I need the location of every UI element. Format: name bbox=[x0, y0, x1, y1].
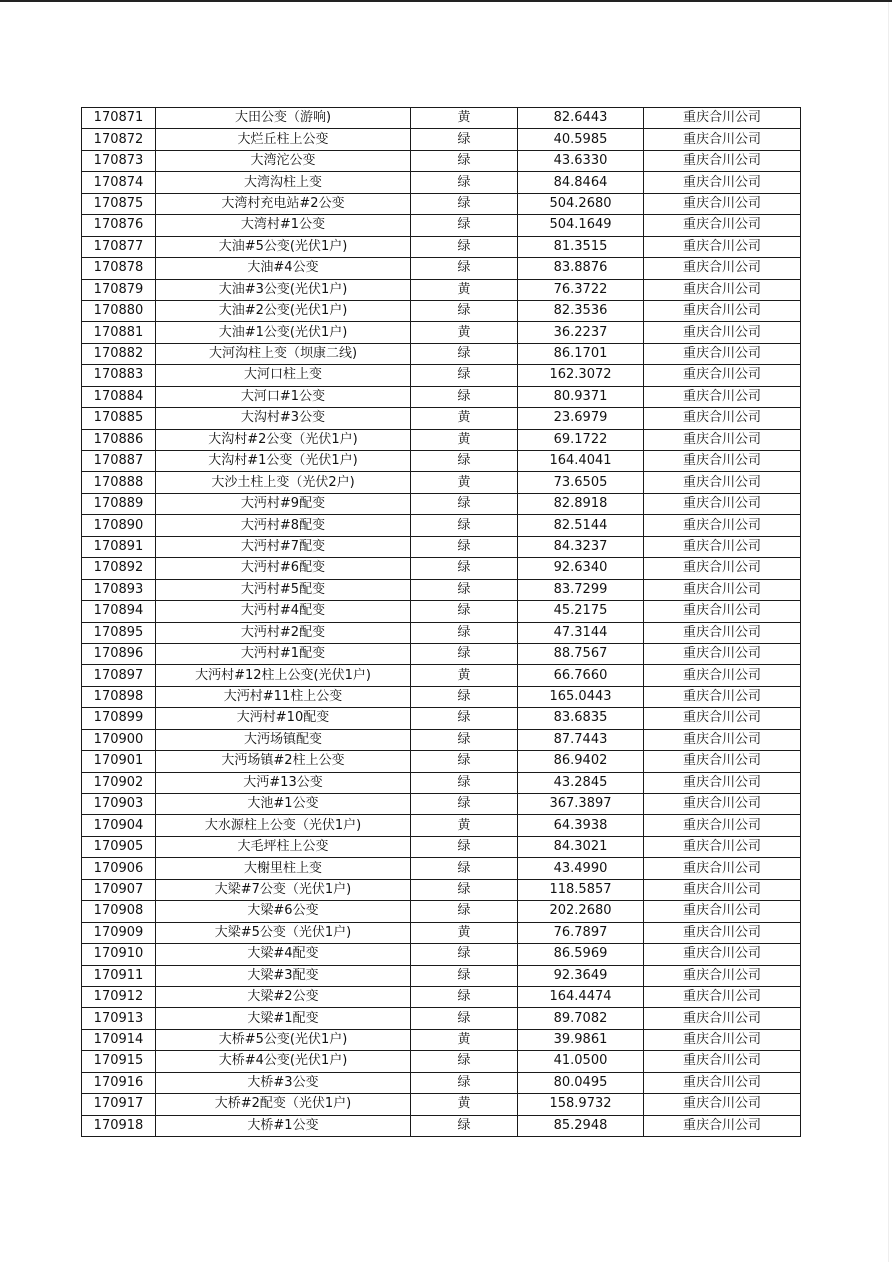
value-cell: 43.6330 bbox=[518, 150, 644, 171]
company-cell: 重庆合川公司 bbox=[644, 451, 801, 472]
row-id-cell: 170874 bbox=[82, 172, 156, 193]
table-row bbox=[82, 643, 801, 664]
table-row bbox=[82, 129, 801, 150]
value-cell: 162.3072 bbox=[518, 365, 644, 386]
transformer-name-cell: 大油#4公变 bbox=[156, 258, 411, 279]
status-cell: 绿 bbox=[411, 558, 518, 579]
company-cell: 重庆合川公司 bbox=[644, 772, 801, 793]
table-row bbox=[82, 601, 801, 622]
value-cell: 202.2680 bbox=[518, 901, 644, 922]
value-cell: 76.3722 bbox=[518, 279, 644, 300]
status-cell: 绿 bbox=[411, 451, 518, 472]
row-id-cell: 170878 bbox=[82, 258, 156, 279]
row-id-cell: 170910 bbox=[82, 944, 156, 965]
transformer-name-cell: 大榭里柱上变 bbox=[156, 858, 411, 879]
company-cell: 重庆合川公司 bbox=[644, 343, 801, 364]
transformer-name-cell: 大桥#5公变(光伏1户) bbox=[156, 1029, 411, 1050]
value-cell: 73.6505 bbox=[518, 472, 644, 493]
transformer-name-cell: 大湾沱公变 bbox=[156, 150, 411, 171]
table-row bbox=[82, 150, 801, 171]
value-cell: 118.5857 bbox=[518, 879, 644, 900]
company-cell: 重庆合川公司 bbox=[644, 858, 801, 879]
status-cell: 绿 bbox=[411, 729, 518, 750]
company-cell: 重庆合川公司 bbox=[644, 258, 801, 279]
value-cell: 86.1701 bbox=[518, 343, 644, 364]
status-cell: 绿 bbox=[411, 794, 518, 815]
value-cell: 92.6340 bbox=[518, 558, 644, 579]
status-cell: 绿 bbox=[411, 258, 518, 279]
status-cell: 绿 bbox=[411, 686, 518, 707]
status-cell: 绿 bbox=[411, 944, 518, 965]
value-cell: 84.3237 bbox=[518, 536, 644, 557]
status-cell: 绿 bbox=[411, 515, 518, 536]
value-cell: 45.2175 bbox=[518, 601, 644, 622]
status-cell: 绿 bbox=[411, 215, 518, 236]
transformer-name-cell: 大毛坪柱上公变 bbox=[156, 836, 411, 857]
transformer-name-cell: 大沙土柱上变（光伏2户) bbox=[156, 472, 411, 493]
value-cell: 80.9371 bbox=[518, 386, 644, 407]
table-row bbox=[82, 815, 801, 836]
transformer-name-cell: 大湾沟柱上变 bbox=[156, 172, 411, 193]
company-cell: 重庆合川公司 bbox=[644, 172, 801, 193]
value-cell: 164.4474 bbox=[518, 986, 644, 1007]
value-cell: 40.5985 bbox=[518, 129, 644, 150]
value-cell: 92.3649 bbox=[518, 965, 644, 986]
row-id-cell: 170875 bbox=[82, 193, 156, 214]
transformer-name-cell: 大沔村#10配变 bbox=[156, 708, 411, 729]
company-cell: 重庆合川公司 bbox=[644, 922, 801, 943]
status-cell: 绿 bbox=[411, 1115, 518, 1136]
value-cell: 164.4041 bbox=[518, 451, 644, 472]
status-cell: 绿 bbox=[411, 1072, 518, 1093]
table-row bbox=[82, 665, 801, 686]
value-cell: 82.8918 bbox=[518, 493, 644, 514]
status-cell: 黄 bbox=[411, 108, 518, 129]
value-cell: 64.3938 bbox=[518, 815, 644, 836]
status-cell: 绿 bbox=[411, 172, 518, 193]
transformer-name-cell: 大油#2公变(光伏1户) bbox=[156, 300, 411, 321]
company-cell: 重庆合川公司 bbox=[644, 622, 801, 643]
company-cell: 重庆合川公司 bbox=[644, 601, 801, 622]
transformer-name-cell: 大沔村#1配变 bbox=[156, 643, 411, 664]
table-row bbox=[82, 579, 801, 600]
company-cell: 重庆合川公司 bbox=[644, 408, 801, 429]
status-cell: 绿 bbox=[411, 365, 518, 386]
row-id-cell: 170913 bbox=[82, 1008, 156, 1029]
transformer-name-cell: 大沔村#12柱上公变(光伏1户) bbox=[156, 665, 411, 686]
table-row bbox=[82, 944, 801, 965]
row-id-cell: 170908 bbox=[82, 901, 156, 922]
table-row bbox=[82, 215, 801, 236]
row-id-cell: 170916 bbox=[82, 1072, 156, 1093]
status-cell: 黄 bbox=[411, 408, 518, 429]
company-cell: 重庆合川公司 bbox=[644, 279, 801, 300]
company-cell: 重庆合川公司 bbox=[644, 708, 801, 729]
value-cell: 88.7567 bbox=[518, 643, 644, 664]
company-cell: 重庆合川公司 bbox=[644, 150, 801, 171]
value-cell: 39.9861 bbox=[518, 1029, 644, 1050]
transformer-name-cell: 大沔场镇#2柱上公变 bbox=[156, 751, 411, 772]
company-cell: 重庆合川公司 bbox=[644, 493, 801, 514]
status-cell: 黄 bbox=[411, 429, 518, 450]
company-cell: 重庆合川公司 bbox=[644, 751, 801, 772]
status-cell: 绿 bbox=[411, 901, 518, 922]
row-id-cell: 170890 bbox=[82, 515, 156, 536]
row-id-cell: 170900 bbox=[82, 729, 156, 750]
company-cell: 重庆合川公司 bbox=[644, 879, 801, 900]
transformer-name-cell: 大沔村#4配变 bbox=[156, 601, 411, 622]
value-cell: 86.9402 bbox=[518, 751, 644, 772]
status-cell: 绿 bbox=[411, 300, 518, 321]
table-row bbox=[82, 236, 801, 257]
transformer-name-cell: 大梁#6公变 bbox=[156, 901, 411, 922]
table-row bbox=[82, 536, 801, 557]
transformer-name-cell: 大湾村充电站#2公变 bbox=[156, 193, 411, 214]
value-cell: 43.4990 bbox=[518, 858, 644, 879]
row-id-cell: 170882 bbox=[82, 343, 156, 364]
company-cell: 重庆合川公司 bbox=[644, 815, 801, 836]
table-row bbox=[82, 836, 801, 857]
row-id-cell: 170887 bbox=[82, 451, 156, 472]
company-cell: 重庆合川公司 bbox=[644, 1072, 801, 1093]
value-cell: 504.1649 bbox=[518, 215, 644, 236]
company-cell: 重庆合川公司 bbox=[644, 386, 801, 407]
row-id-cell: 170897 bbox=[82, 665, 156, 686]
row-id-cell: 170896 bbox=[82, 643, 156, 664]
status-cell: 绿 bbox=[411, 858, 518, 879]
status-cell: 绿 bbox=[411, 150, 518, 171]
value-cell: 82.3536 bbox=[518, 300, 644, 321]
company-cell: 重庆合川公司 bbox=[644, 944, 801, 965]
status-cell: 黄 bbox=[411, 815, 518, 836]
table-row bbox=[82, 922, 801, 943]
table-row bbox=[82, 901, 801, 922]
value-cell: 66.7660 bbox=[518, 665, 644, 686]
status-cell: 绿 bbox=[411, 343, 518, 364]
value-cell: 23.6979 bbox=[518, 408, 644, 429]
row-id-cell: 170889 bbox=[82, 493, 156, 514]
status-cell: 绿 bbox=[411, 708, 518, 729]
transformer-name-cell: 大沔村#7配变 bbox=[156, 536, 411, 557]
value-cell: 83.6835 bbox=[518, 708, 644, 729]
transformer-name-cell: 大湾村#1公变 bbox=[156, 215, 411, 236]
transformer-name-cell: 大沔场镇配变 bbox=[156, 729, 411, 750]
status-cell: 绿 bbox=[411, 193, 518, 214]
table-body bbox=[82, 108, 801, 1137]
table-row bbox=[82, 772, 801, 793]
transformer-name-cell: 大河口柱上变 bbox=[156, 365, 411, 386]
table-row bbox=[82, 558, 801, 579]
transformer-name-cell: 大河沟柱上变（坝康二线) bbox=[156, 343, 411, 364]
page-right-edge bbox=[888, 2, 889, 1262]
value-cell: 86.5969 bbox=[518, 944, 644, 965]
row-id-cell: 170879 bbox=[82, 279, 156, 300]
transformer-name-cell: 大沟村#3公变 bbox=[156, 408, 411, 429]
transformer-name-cell: 大沔村#5配变 bbox=[156, 579, 411, 600]
table-row bbox=[82, 193, 801, 214]
row-id-cell: 170892 bbox=[82, 558, 156, 579]
company-cell: 重庆合川公司 bbox=[644, 965, 801, 986]
transformer-table bbox=[81, 107, 801, 1137]
table-row bbox=[82, 1072, 801, 1093]
status-cell: 黄 bbox=[411, 1094, 518, 1115]
company-cell: 重庆合川公司 bbox=[644, 665, 801, 686]
company-cell: 重庆合川公司 bbox=[644, 686, 801, 707]
status-cell: 绿 bbox=[411, 386, 518, 407]
row-id-cell: 170914 bbox=[82, 1029, 156, 1050]
table-row bbox=[82, 1029, 801, 1050]
transformer-name-cell: 大梁#4配变 bbox=[156, 944, 411, 965]
table-row bbox=[82, 1094, 801, 1115]
row-id-cell: 170873 bbox=[82, 150, 156, 171]
status-cell: 绿 bbox=[411, 643, 518, 664]
table-row bbox=[82, 108, 801, 129]
row-id-cell: 170877 bbox=[82, 236, 156, 257]
table-row bbox=[82, 365, 801, 386]
row-id-cell: 170895 bbox=[82, 622, 156, 643]
status-cell: 绿 bbox=[411, 601, 518, 622]
transformer-name-cell: 大桥#4公变(光伏1户) bbox=[156, 1051, 411, 1072]
value-cell: 43.2845 bbox=[518, 772, 644, 793]
status-cell: 绿 bbox=[411, 836, 518, 857]
row-id-cell: 170917 bbox=[82, 1094, 156, 1115]
company-cell: 重庆合川公司 bbox=[644, 1094, 801, 1115]
row-id-cell: 170899 bbox=[82, 708, 156, 729]
transformer-name-cell: 大沟村#1公变（光伏1户) bbox=[156, 451, 411, 472]
company-cell: 重庆合川公司 bbox=[644, 300, 801, 321]
transformer-name-cell: 大沔村#6配变 bbox=[156, 558, 411, 579]
status-cell: 绿 bbox=[411, 622, 518, 643]
value-cell: 83.8876 bbox=[518, 258, 644, 279]
company-cell: 重庆合川公司 bbox=[644, 1008, 801, 1029]
company-cell: 重庆合川公司 bbox=[644, 729, 801, 750]
table-row bbox=[82, 965, 801, 986]
value-cell: 83.7299 bbox=[518, 579, 644, 600]
status-cell: 黄 bbox=[411, 472, 518, 493]
transformer-name-cell: 大油#5公变(光伏1户) bbox=[156, 236, 411, 257]
row-id-cell: 170905 bbox=[82, 836, 156, 857]
table-row bbox=[82, 493, 801, 514]
company-cell: 重庆合川公司 bbox=[644, 365, 801, 386]
transformer-name-cell: 大河口#1公变 bbox=[156, 386, 411, 407]
table-row bbox=[82, 879, 801, 900]
table-row bbox=[82, 172, 801, 193]
value-cell: 47.3144 bbox=[518, 622, 644, 643]
row-id-cell: 170893 bbox=[82, 579, 156, 600]
status-cell: 绿 bbox=[411, 772, 518, 793]
transformer-name-cell: 大梁#5公变（光伏1户) bbox=[156, 922, 411, 943]
page-top-border bbox=[0, 0, 892, 2]
company-cell: 重庆合川公司 bbox=[644, 472, 801, 493]
value-cell: 36.2237 bbox=[518, 322, 644, 343]
company-cell: 重庆合川公司 bbox=[644, 794, 801, 815]
transformer-name-cell: 大桥#2配变（光伏1户) bbox=[156, 1094, 411, 1115]
table-row bbox=[82, 751, 801, 772]
transformer-name-cell: 大烂丘柱上公变 bbox=[156, 129, 411, 150]
transformer-name-cell: 大桥#3公变 bbox=[156, 1072, 411, 1093]
company-cell: 重庆合川公司 bbox=[644, 643, 801, 664]
table-row bbox=[82, 708, 801, 729]
table-row bbox=[82, 451, 801, 472]
value-cell: 81.3515 bbox=[518, 236, 644, 257]
transformer-name-cell: 大沔村#2配变 bbox=[156, 622, 411, 643]
row-id-cell: 170915 bbox=[82, 1051, 156, 1072]
value-cell: 82.5144 bbox=[518, 515, 644, 536]
value-cell: 367.3897 bbox=[518, 794, 644, 815]
row-id-cell: 170886 bbox=[82, 429, 156, 450]
table-row bbox=[82, 622, 801, 643]
value-cell: 80.0495 bbox=[518, 1072, 644, 1093]
status-cell: 绿 bbox=[411, 751, 518, 772]
transformer-name-cell: 大沔村#9配变 bbox=[156, 493, 411, 514]
transformer-name-cell: 大沔村#8配变 bbox=[156, 515, 411, 536]
value-cell: 87.7443 bbox=[518, 729, 644, 750]
value-cell: 158.9732 bbox=[518, 1094, 644, 1115]
value-cell: 84.8464 bbox=[518, 172, 644, 193]
status-cell: 绿 bbox=[411, 1008, 518, 1029]
table-row bbox=[82, 515, 801, 536]
value-cell: 84.3021 bbox=[518, 836, 644, 857]
value-cell: 82.6443 bbox=[518, 108, 644, 129]
row-id-cell: 170903 bbox=[82, 794, 156, 815]
row-id-cell: 170907 bbox=[82, 879, 156, 900]
status-cell: 黄 bbox=[411, 922, 518, 943]
row-id-cell: 170883 bbox=[82, 365, 156, 386]
row-id-cell: 170885 bbox=[82, 408, 156, 429]
table-row bbox=[82, 1008, 801, 1029]
table-row bbox=[82, 300, 801, 321]
company-cell: 重庆合川公司 bbox=[644, 901, 801, 922]
value-cell: 85.2948 bbox=[518, 1115, 644, 1136]
company-cell: 重庆合川公司 bbox=[644, 215, 801, 236]
company-cell: 重庆合川公司 bbox=[644, 1029, 801, 1050]
company-cell: 重庆合川公司 bbox=[644, 108, 801, 129]
company-cell: 重庆合川公司 bbox=[644, 1115, 801, 1136]
row-id-cell: 170894 bbox=[82, 601, 156, 622]
company-cell: 重庆合川公司 bbox=[644, 536, 801, 557]
value-cell: 69.1722 bbox=[518, 429, 644, 450]
status-cell: 绿 bbox=[411, 493, 518, 514]
transformer-name-cell: 大梁#2公变 bbox=[156, 986, 411, 1007]
company-cell: 重庆合川公司 bbox=[644, 236, 801, 257]
table-row bbox=[82, 472, 801, 493]
row-id-cell: 170881 bbox=[82, 322, 156, 343]
row-id-cell: 170871 bbox=[82, 108, 156, 129]
row-id-cell: 170909 bbox=[82, 922, 156, 943]
row-id-cell: 170898 bbox=[82, 686, 156, 707]
status-cell: 绿 bbox=[411, 986, 518, 1007]
row-id-cell: 170904 bbox=[82, 815, 156, 836]
row-id-cell: 170880 bbox=[82, 300, 156, 321]
table-row bbox=[82, 686, 801, 707]
table-row bbox=[82, 279, 801, 300]
table-row bbox=[82, 386, 801, 407]
table-row bbox=[82, 1051, 801, 1072]
table-row bbox=[82, 794, 801, 815]
status-cell: 黄 bbox=[411, 279, 518, 300]
row-id-cell: 170912 bbox=[82, 986, 156, 1007]
company-cell: 重庆合川公司 bbox=[644, 1051, 801, 1072]
status-cell: 绿 bbox=[411, 965, 518, 986]
transformer-name-cell: 大桥#1公变 bbox=[156, 1115, 411, 1136]
company-cell: 重庆合川公司 bbox=[644, 515, 801, 536]
company-cell: 重庆合川公司 bbox=[644, 322, 801, 343]
status-cell: 绿 bbox=[411, 236, 518, 257]
table-row bbox=[82, 429, 801, 450]
transformer-name-cell: 大沟村#2公变（光伏1户) bbox=[156, 429, 411, 450]
company-cell: 重庆合川公司 bbox=[644, 558, 801, 579]
row-id-cell: 170872 bbox=[82, 129, 156, 150]
transformer-name-cell: 大油#1公变(光伏1户) bbox=[156, 322, 411, 343]
row-id-cell: 170876 bbox=[82, 215, 156, 236]
status-cell: 黄 bbox=[411, 1029, 518, 1050]
status-cell: 绿 bbox=[411, 1051, 518, 1072]
row-id-cell: 170888 bbox=[82, 472, 156, 493]
status-cell: 绿 bbox=[411, 879, 518, 900]
row-id-cell: 170911 bbox=[82, 965, 156, 986]
value-cell: 165.0443 bbox=[518, 686, 644, 707]
table-row bbox=[82, 729, 801, 750]
transformer-name-cell: 大沔村#11柱上公变 bbox=[156, 686, 411, 707]
transformer-name-cell: 大梁#7公变（光伏1户) bbox=[156, 879, 411, 900]
transformer-name-cell: 大油#3公变(光伏1户) bbox=[156, 279, 411, 300]
transformer-name-cell: 大梁#3配变 bbox=[156, 965, 411, 986]
transformer-name-cell: 大池#1公变 bbox=[156, 794, 411, 815]
value-cell: 76.7897 bbox=[518, 922, 644, 943]
company-cell: 重庆合川公司 bbox=[644, 129, 801, 150]
status-cell: 绿 bbox=[411, 579, 518, 600]
status-cell: 绿 bbox=[411, 129, 518, 150]
table-row bbox=[82, 343, 801, 364]
status-cell: 黄 bbox=[411, 665, 518, 686]
row-id-cell: 170906 bbox=[82, 858, 156, 879]
row-id-cell: 170891 bbox=[82, 536, 156, 557]
table-row bbox=[82, 986, 801, 1007]
row-id-cell: 170884 bbox=[82, 386, 156, 407]
value-cell: 41.0500 bbox=[518, 1051, 644, 1072]
transformer-name-cell: 大梁#1配变 bbox=[156, 1008, 411, 1029]
company-cell: 重庆合川公司 bbox=[644, 836, 801, 857]
transformer-name-cell: 大田公变（游响) bbox=[156, 108, 411, 129]
row-id-cell: 170918 bbox=[82, 1115, 156, 1136]
row-id-cell: 170901 bbox=[82, 751, 156, 772]
transformer-name-cell: 大水源柱上公变（光伏1户) bbox=[156, 815, 411, 836]
row-id-cell: 170902 bbox=[82, 772, 156, 793]
status-cell: 绿 bbox=[411, 536, 518, 557]
company-cell: 重庆合川公司 bbox=[644, 429, 801, 450]
table-row bbox=[82, 322, 801, 343]
company-cell: 重庆合川公司 bbox=[644, 986, 801, 1007]
transformer-name-cell: 大沔#13公变 bbox=[156, 772, 411, 793]
table-row bbox=[82, 258, 801, 279]
table-row bbox=[82, 1115, 801, 1136]
value-cell: 504.2680 bbox=[518, 193, 644, 214]
value-cell: 89.7082 bbox=[518, 1008, 644, 1029]
company-cell: 重庆合川公司 bbox=[644, 193, 801, 214]
table-row bbox=[82, 858, 801, 879]
table-row bbox=[82, 408, 801, 429]
company-cell: 重庆合川公司 bbox=[644, 579, 801, 600]
status-cell: 黄 bbox=[411, 322, 518, 343]
